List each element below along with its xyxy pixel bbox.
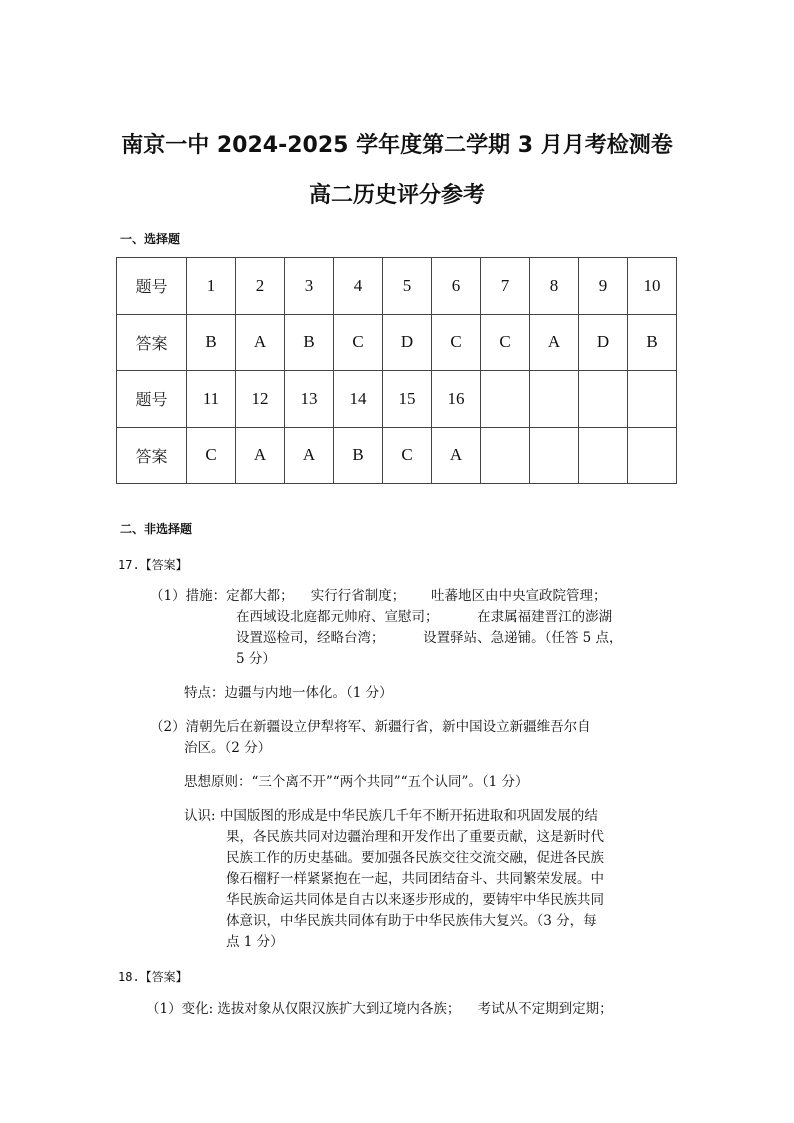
table-cell: 题号 xyxy=(117,371,187,428)
table-cell: 5 xyxy=(383,258,432,315)
table-cell: A xyxy=(236,427,285,484)
table-cell xyxy=(481,427,530,484)
table-cell: A xyxy=(432,427,481,484)
table-cell: A xyxy=(530,314,579,371)
q18-change-line1: （1）变化: 选拔对象从仅限汉族扩大到辽境内各族； 考试从不定期到定期； xyxy=(146,1001,613,1017)
q17-part2-line2: 治区。（2 分） xyxy=(184,740,272,756)
table-cell: C xyxy=(334,314,383,371)
q17-principle: 思想原则：“三个离不开”“两个共同”“五个认同”。（1 分） xyxy=(184,774,529,790)
table-cell: 8 xyxy=(530,258,579,315)
table-cell: D xyxy=(579,314,628,371)
table-cell xyxy=(481,371,530,428)
section-non-choice-label: 二、非选择题 xyxy=(120,522,193,536)
q17-part2-line1: （2）清朝先后在新疆设立伊犁将军、新疆行省，新中国设立新疆维吾尔自 xyxy=(150,719,591,735)
q17-measures-line4: 5 分） xyxy=(236,651,276,667)
table-cell: C xyxy=(187,427,236,484)
table-cell xyxy=(530,371,579,428)
table-cell: 答案 xyxy=(117,427,187,484)
table-cell: 14 xyxy=(334,371,383,428)
table-cell: B xyxy=(187,314,236,371)
table-cell: B xyxy=(285,314,334,371)
table-cell: C xyxy=(481,314,530,371)
q17-view-line6: 体意识，中华民族共同体有助于中华民族伟大复兴。（3 分，每 xyxy=(226,913,597,929)
table-cell xyxy=(628,371,677,428)
table-cell: 13 xyxy=(285,371,334,428)
table-cell: B xyxy=(334,427,383,484)
section-multiple-choice-label: 一、选择题 xyxy=(120,232,181,246)
table-cell: 15 xyxy=(383,371,432,428)
table-cell xyxy=(579,371,628,428)
table-row xyxy=(117,258,677,315)
table-cell: 2 xyxy=(236,258,285,315)
table-cell: 答案 xyxy=(117,314,187,371)
q17-view-line3: 民族工作的历史基础。要加强各民族交往交流交融，促进各民族 xyxy=(226,850,604,866)
q18-label: 18.【答案】 xyxy=(118,970,188,984)
table-row xyxy=(117,371,677,428)
table-cell: 9 xyxy=(579,258,628,315)
document-subtitle: 高二历史评分参考 xyxy=(308,183,485,208)
q17-measures-line1: （1）措施：定都大都； 实行行省制度； 吐蕃地区由中央宣政院管理； xyxy=(150,588,607,604)
table-cell: B xyxy=(628,314,677,371)
document-title: 南京一中 2024-2025 学年度第二学期 3 月月考检测卷 xyxy=(121,133,673,158)
q17-view-line7: 点 1 分） xyxy=(226,934,284,950)
table-cell: 题号 xyxy=(117,258,187,315)
table-cell: 3 xyxy=(285,258,334,315)
table-cell: 6 xyxy=(432,258,481,315)
table-cell: 10 xyxy=(628,258,677,315)
table-row xyxy=(117,427,677,484)
table-cell: A xyxy=(236,314,285,371)
q17-view-line1: 认识: 中国版图的形成是中华民族几千年不断开拓进取和巩固发展的结 xyxy=(184,808,598,824)
q17-measures-line3: 设置巡检司，经略台湾； 设置驿站、急递铺。（任答 5 点， xyxy=(236,630,623,646)
table-cell: D xyxy=(383,314,432,371)
table-cell: A xyxy=(285,427,334,484)
q17-view-line4: 像石榴籽一样紧紧抱在一起，共同团结奋斗、共同繁荣发展。中 xyxy=(226,871,604,887)
table-cell: C xyxy=(432,314,481,371)
table-cell: 12 xyxy=(236,371,285,428)
table-cell: 16 xyxy=(432,371,481,428)
table-cell: 11 xyxy=(187,371,236,428)
table-cell: 1 xyxy=(187,258,236,315)
table-cell: 4 xyxy=(334,258,383,315)
table-cell: 7 xyxy=(481,258,530,315)
q17-measures-line2: 在西域设北庭都元帅府、宣慰司； 在隶属福建晋江的澎湖 xyxy=(236,609,613,625)
table-cell xyxy=(628,427,677,484)
table-cell: C xyxy=(383,427,432,484)
table-row xyxy=(117,314,677,371)
q17-label: 17.【答案】 xyxy=(118,558,188,572)
q17-view-line5: 华民族命运共同体是自古以来逐步形成的，要铸牢中华民族共同 xyxy=(226,892,604,908)
q17-feature: 特点：边疆与内地一体化。（1 分） xyxy=(184,685,393,701)
answer-table xyxy=(116,257,677,484)
table-cell xyxy=(530,427,579,484)
table-cell xyxy=(579,427,628,484)
q17-view-line2: 果，各民族共同对边疆治理和开发作出了重要贡献，这是新时代 xyxy=(226,829,604,845)
